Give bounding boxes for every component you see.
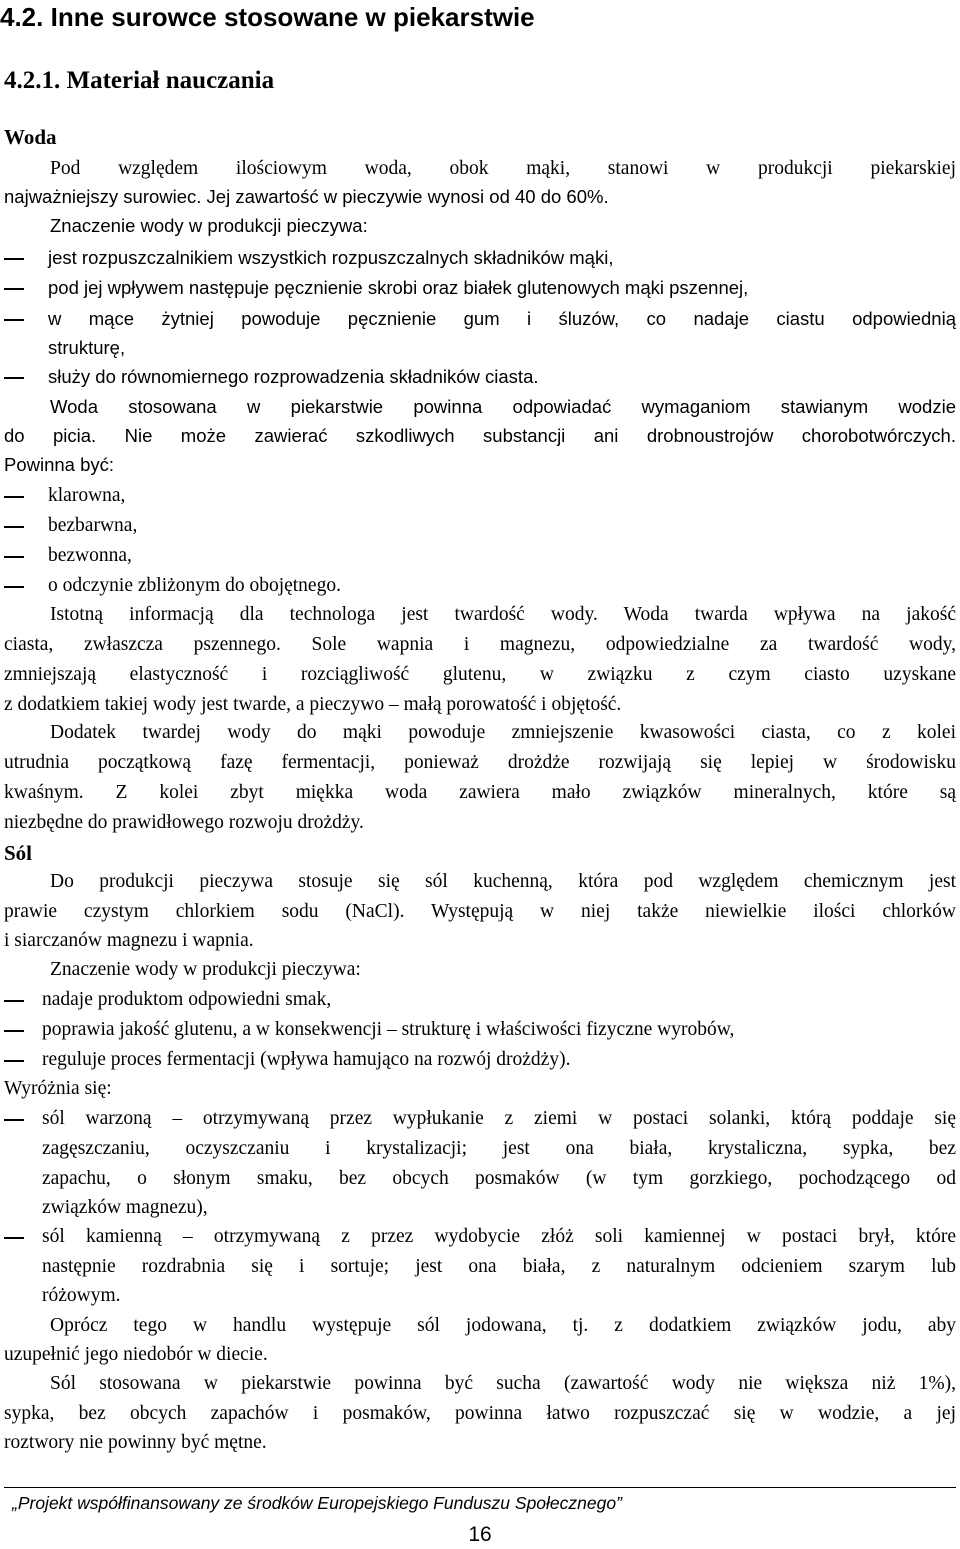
water-heading: Woda bbox=[4, 125, 57, 149]
list-dash bbox=[4, 496, 24, 498]
paragraph-line: Do produkcji pieczywa stosuje się sól kuchenną, która pod względem chemicznym jest bbox=[50, 871, 956, 892]
list-item: bezbarwna, bbox=[48, 515, 138, 536]
list-item: o odczynie zbliżonym do obojętnego. bbox=[48, 575, 341, 596]
list-item: pod jej wpływem następuje pęcznienie skrobi oraz białek glutenowych mąki pszennej, bbox=[48, 277, 749, 298]
paragraph-line: Istotną informacją dla technologa jest twardość wody. Woda twarda wpływa na jakość bbox=[50, 604, 956, 625]
list-dash bbox=[4, 258, 24, 260]
list-dash bbox=[4, 288, 24, 290]
paragraph-line: Pod względem ilościowym woda, obok mąki, stanowi w produkcji piekarskiej bbox=[50, 158, 956, 179]
paragraph-line: zmniejszają elastyczność i rozciągliwość glutenu, w związku z czym ciasto uzyskane bbox=[4, 664, 956, 685]
list-item-continuation: strukturę, bbox=[48, 337, 126, 358]
list-dash bbox=[4, 1237, 24, 1239]
list-dash bbox=[4, 586, 24, 588]
paragraph-line: kwaśnym. Z kolei zbyt miękka woda zawiera mało związków mineralnych, które są bbox=[4, 782, 956, 803]
list-title: Wyróżnia się: bbox=[4, 1078, 112, 1099]
list-dash bbox=[4, 556, 24, 558]
paragraph-line: i siarczanów magnezu i wapnia. bbox=[4, 930, 254, 951]
paragraph-line: prawie czystym chlorkiem sodu (NaCl). Występują w niej także niewielkie ilości chlorków bbox=[4, 901, 956, 922]
list-dash bbox=[4, 1119, 24, 1121]
list-item: poprawia jakość glutenu, a w konsekwencji – strukturę i właściwości fizyczne wyrobów, bbox=[42, 1019, 735, 1040]
list-item-continuation: związków magnezu), bbox=[42, 1197, 208, 1218]
list-item: sól kamienną – otrzymywaną z przez wydobycie złóż soli kamiennej w postaci brył, które bbox=[42, 1226, 956, 1247]
paragraph-line: Woda stosowana w piekarstwie powinna odpowiadać wymaganiom stawianym wodzie bbox=[50, 396, 956, 417]
funding-note: „Projekt współfinansowany ze środków Europejskiego Funduszu Społecznego” bbox=[12, 1493, 622, 1513]
paragraph-line: Sól stosowana w piekarstwie powinna być sucha (zawartość wody nie większa niż 1%), bbox=[50, 1373, 956, 1394]
list-item-continuation: zapachu, o słonym smaku, bez obcych posmaków (w tym gorzkiego, pochodzącego od bbox=[42, 1168, 956, 1189]
paragraph-line: niezbędne do prawidłowego rozwoju drożdży. bbox=[4, 812, 364, 833]
list-dash bbox=[4, 319, 24, 321]
paragraph-line: z dodatkiem takiej wody jest twarde, a pieczywo – małą porowatość i objętość. bbox=[4, 694, 622, 715]
section-title: 4.2. Inne surowce stosowane w piekarstwie bbox=[0, 2, 535, 32]
paragraph-line: do picia. Nie może zawierać szkodliwych substancji ani drobnoustrojów chorobotwórczych. bbox=[4, 425, 956, 446]
list-item: sól warzoną – otrzymywaną przez wypłukanie z ziemi w postaci solanki, którą poddaje się bbox=[42, 1108, 956, 1129]
paragraph-line: sypka, bez obcych zapachów i posmaków, powinna łatwo rozpuszczać się w wodzie, a jej bbox=[4, 1403, 956, 1424]
salt-heading: Sól bbox=[4, 841, 33, 865]
paragraph-line: uzupełnić jego niedobór w diecie. bbox=[4, 1344, 268, 1365]
list-item: w mące żytniej powoduje pęcznienie gum i śluzów, co nadaje ciastu odpowiednią bbox=[48, 308, 956, 329]
paragraph-line: roztwory nie powinny być mętne. bbox=[4, 1432, 267, 1453]
list-dash bbox=[4, 1060, 24, 1062]
list-title: Znaczenie wody w produkcji pieczywa: bbox=[50, 959, 361, 980]
paragraph-line: Powinna być: bbox=[4, 454, 115, 475]
paragraph-line: Oprócz tego w handlu występuje sól jodowana, tj. z dodatkiem związków jodu, aby bbox=[50, 1315, 956, 1336]
list-item: reguluje proces fermentacji (wpływa hamująco na rozwój drożdży). bbox=[42, 1049, 571, 1070]
list-item: klarowna, bbox=[48, 485, 126, 506]
list-item-continuation: różowym. bbox=[42, 1285, 121, 1306]
footer-divider bbox=[4, 1487, 956, 1488]
paragraph-line: najważniejszy surowiec. Jej zawartość w pieczywie wynosi od 40 do 60%. bbox=[4, 186, 609, 207]
paragraph-line: Dodatek twardej wody do mąki powoduje zmniejszenie kwasowości ciasta, co z kolei bbox=[50, 722, 956, 743]
subsection-title: 4.2.1. Materiał nauczania bbox=[4, 67, 275, 94]
list-item: bezwonna, bbox=[48, 545, 132, 566]
list-item: nadaje produktom odpowiedni smak, bbox=[42, 989, 332, 1010]
list-title: Znaczenie wody w produkcji pieczywa: bbox=[50, 215, 368, 236]
paragraph-line: utrudnia początkową fazę fermentacji, ponieważ drożdże rozwijają się lepiej w środowisku bbox=[4, 752, 956, 773]
list-item: służy do równomiernego rozprowadzenia składników ciasta. bbox=[48, 366, 539, 387]
list-item-continuation: następnie rozdrabnia się i sortuje; jest ona biała, z naturalnym odcieniem szarym lub bbox=[42, 1256, 956, 1277]
paragraph-line: ciasta, zwłaszcza pszennego. Sole wapnia i magnezu, odpowiedzialne za twardość wody, bbox=[4, 634, 956, 655]
list-item-continuation: zagęszczaniu, oczyszczaniu i krystalizacji; jest ona biała, krystaliczna, sypka, bez bbox=[42, 1138, 956, 1159]
page-number: 16 bbox=[468, 1523, 492, 1546]
list-dash bbox=[4, 1000, 24, 1002]
list-dash bbox=[4, 1030, 24, 1032]
list-dash bbox=[4, 377, 24, 379]
list-item: jest rozpuszczalnikiem wszystkich rozpuszczalnych składników mąki, bbox=[48, 247, 614, 268]
list-dash bbox=[4, 526, 24, 528]
